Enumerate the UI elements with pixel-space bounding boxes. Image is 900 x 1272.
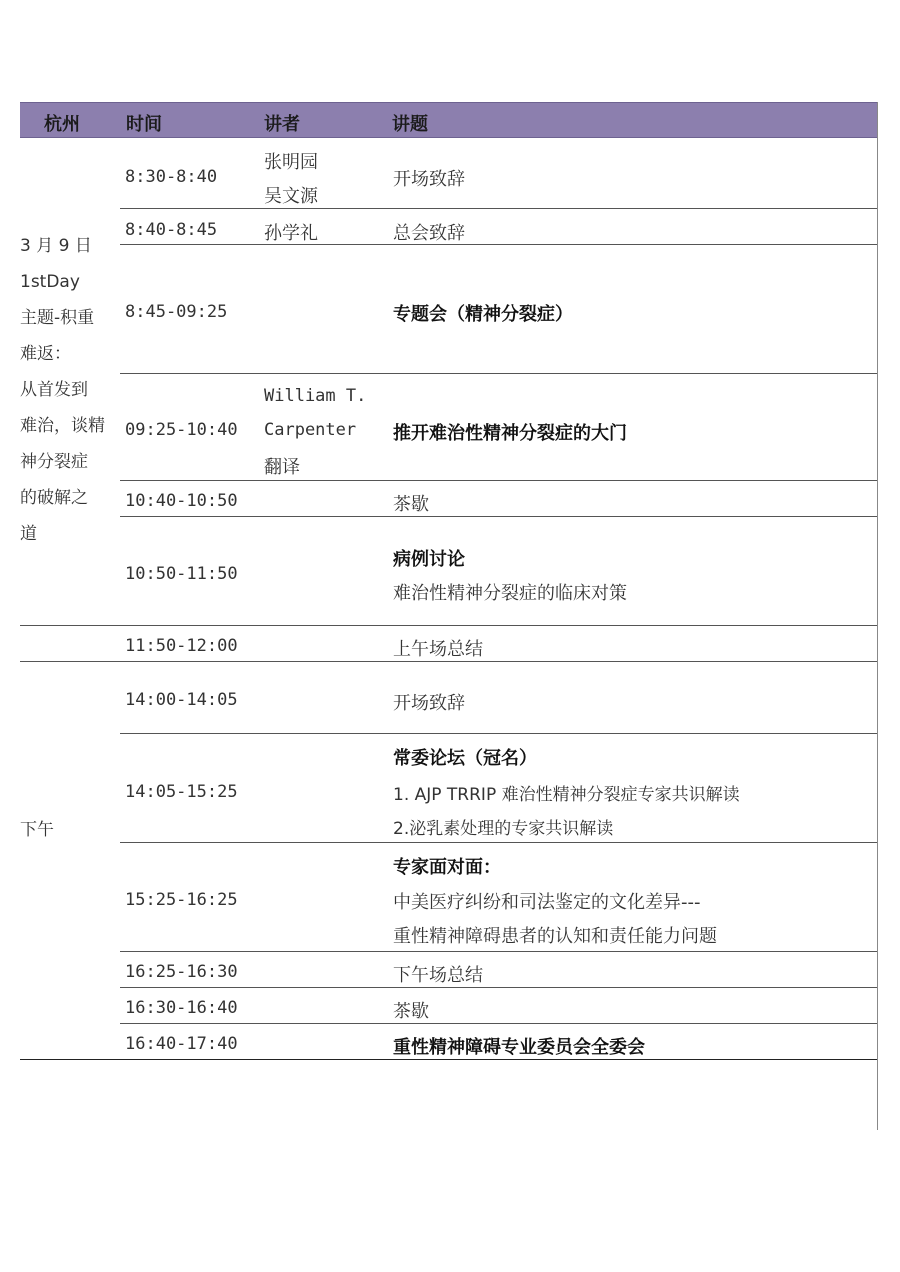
session-time: 09:25-10:40 [125,420,238,440]
session-topic: 难治性精神分裂症的临床对策 [393,583,627,604]
session-topic-title: 常委论坛（冠名） [393,748,537,769]
row-divider [20,625,877,626]
session-speaker: 孙学礼 [264,223,318,244]
table-bottom-border [20,1059,877,1060]
session-topic: 总会致辞 [393,223,465,244]
afternoon-session-label: 下午 [20,820,54,840]
table-right-border [877,102,878,1130]
session-topic: 茶歇 [393,1001,429,1022]
session-topic: 下午场总结 [393,965,483,986]
header-time: 时间 [126,114,162,135]
session-time: 16:40-17:40 [125,1034,238,1054]
header-city: 杭州 [44,114,80,135]
session-time: 15:25-16:25 [125,890,238,910]
session-speaker: William T. [264,386,367,406]
session-topic: 开场致辞 [393,693,465,714]
row-divider [120,373,877,374]
session-time: 16:25-16:30 [125,962,238,982]
session-topic-title: 专家面对面： [393,857,501,878]
session-topic-title: 重性精神障碍专业委员会全委会 [393,1037,645,1058]
row-divider [120,951,877,952]
session-topic: 茶歇 [393,494,429,515]
row-divider [120,244,877,245]
row-divider [120,516,877,517]
row-divider [120,1023,877,1024]
morning-label-line: 难返： [20,344,71,364]
session-speaker: 吴文源 [264,186,318,207]
morning-label-line: 道 [20,524,37,544]
row-divider [120,842,877,843]
session-topic: 1. AJP TRRIP 难治性精神分裂症专家共识解读 [393,785,740,805]
session-speaker: Carpenter [264,420,357,440]
row-divider [120,733,877,734]
session-topic: 上午场总结 [393,639,483,660]
session-speaker: 张明园 [264,152,318,173]
session-time: 8:40-8:45 [125,220,218,240]
morning-label-line: 3 月 9 日 [20,236,92,256]
session-topic: 中美医疗纠纷和司法鉴定的文化差异--- [393,892,701,913]
row-divider [120,987,877,988]
session-topic: 重性精神障碍患者的认知和责任能力问题 [393,926,717,947]
session-time: 14:05-15:25 [125,782,238,802]
header-speaker: 讲者 [264,114,300,135]
session-time: 10:50-11:50 [125,564,238,584]
morning-label-line: 的破解之 [20,488,88,508]
session-time: 8:30-8:40 [125,167,218,187]
morning-label-line: 从首发到 [20,380,88,400]
morning-label-line: 神分裂症 [20,452,88,472]
session-time: 16:30-16:40 [125,998,238,1018]
session-topic-title: 专题会（精神分裂症） [393,304,573,325]
session-time: 10:40-10:50 [125,491,238,511]
morning-label-line: 难治，谈精 [20,416,105,436]
session-time: 14:00-14:05 [125,690,238,710]
session-topic-title: 病例讨论 [393,549,465,570]
morning-label-line: 1stDay [20,272,80,292]
session-speaker: 翻译 [264,457,300,478]
session-time: 8:45-09:25 [125,302,228,322]
session-time: 11:50-12:00 [125,636,238,656]
session-topic: 开场致辞 [393,169,465,190]
session-topic-title: 推开难治性精神分裂症的大门 [393,423,627,444]
row-divider [120,480,877,481]
header-topic: 讲题 [392,114,428,135]
morning-session-label [20,228,120,552]
session-topic: 2.泌乳素处理的专家共识解读 [393,819,614,839]
row-divider [20,661,877,662]
table-header [20,102,877,138]
row-divider [120,208,877,209]
morning-label-line: 主题-积重 [20,308,95,328]
